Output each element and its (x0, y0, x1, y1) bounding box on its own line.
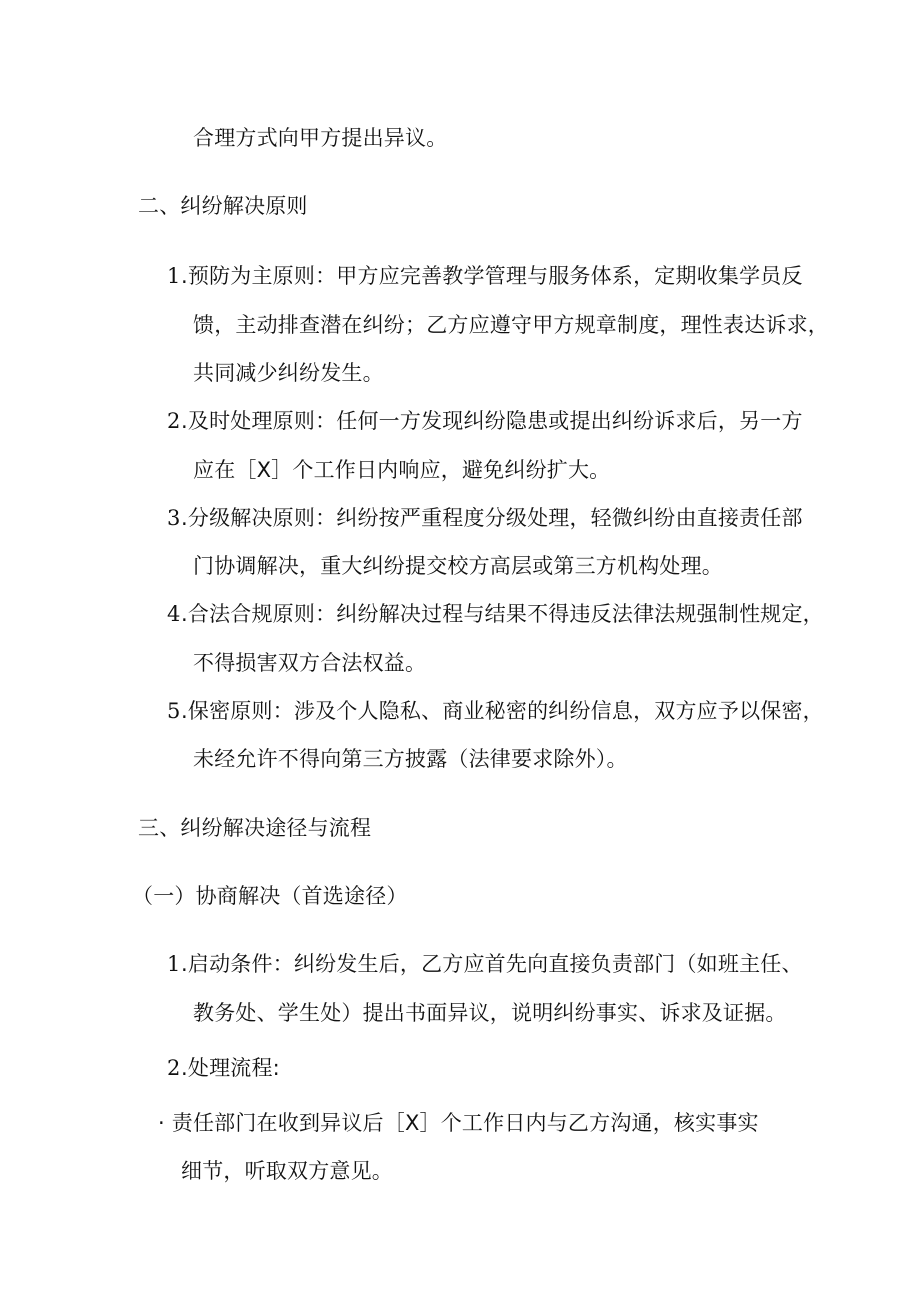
list-number: 3 (167, 506, 181, 530)
list-item-text: .预防为主原则：甲方应完善教学管理与服务体系，定期收集学员反 (181, 264, 803, 288)
list-item-text: 教务处、学生处）提出书面异议，说明纠纷事实、诉求及证据。 (193, 1001, 787, 1025)
list-item-text: 不得损害双方合法权益。 (193, 651, 427, 675)
list-item-text: 应在［X］个工作日内响应，避免纠纷扩大。 (193, 458, 611, 482)
list-number: 2 (167, 1056, 181, 1080)
bullet-item-text: · 责任部门在收到异议后［X］个工作日内与乙方沟通，核实事实 (158, 1111, 759, 1135)
list-number: 2 (167, 409, 181, 433)
list-item-text: .处理流程: (181, 1056, 280, 1080)
list-number: 1 (167, 264, 181, 288)
list-item-text: .保密原则：涉及个人隐私、商业秘密的纠纷信息，双方应予以保密， (181, 699, 824, 723)
list-item-text: 馈，主动排查潜在纠纷；乙方应遵守甲方规章制度，理性表达诉求， (193, 313, 829, 337)
list-item-text: .启动条件：纠纷发生后，乙方应首先向直接负责部门（如班主任、 (181, 952, 803, 976)
list-item-text: .分级解决原则：纠纷按严重程度分级处理，轻微纠纷由直接责任部 (181, 506, 803, 530)
list-item-text: .合法合规原则：纠纷解决过程与结果不得违反法律法规强制性规定， (181, 602, 824, 626)
list-number: 5 (167, 699, 181, 723)
list-item-text: 共同减少纠纷发生。 (193, 361, 384, 385)
list-number: 4 (167, 602, 181, 626)
list-number: 1 (167, 952, 181, 976)
subsection-heading: （一）协商解决（首选途径） (132, 884, 408, 908)
list-item-text: .及时处理原则：任何一方发现纠纷隐患或提出纠纷诉求后，另一方 (181, 409, 803, 433)
list-item-text: 未经允许不得向第三方披露（法律要求除外）。 (193, 747, 628, 771)
bullet-item-text: 细节，听取双方意见。 (181, 1159, 393, 1183)
section-heading: 三、纠纷解决途径与流程 (138, 816, 372, 840)
text-line: 合理方式向甲方提出异议。 (193, 126, 448, 150)
list-item-text: 门协调解决，重大纠纷提交校方高层或第三方机构处理。 (193, 554, 723, 578)
section-heading: 二、纠纷解决原则 (138, 194, 308, 218)
